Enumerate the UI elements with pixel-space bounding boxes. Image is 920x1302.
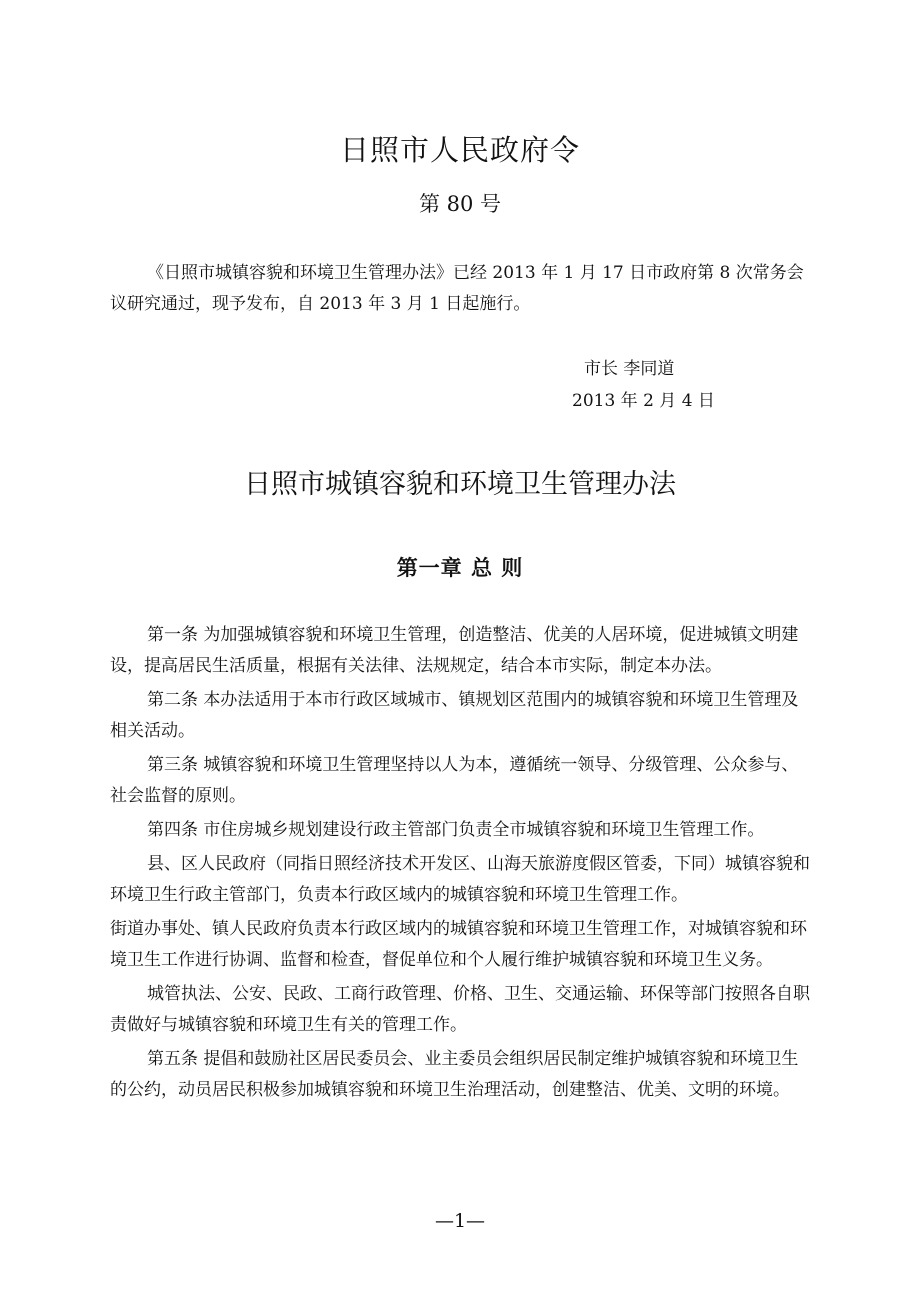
article-paragraph: 城管执法、公安、民政、工商行政管理、价格、卫生、交通运输、环保等部门按照各自职责做好与城镇容貌和环境卫生有关的管理工作。 xyxy=(110,984,810,1035)
article-paragraph: 第三条 城镇容貌和环境卫生管理坚持以人为本，遵循统一领导、分级管理、公众参与、社会监督的原则。 xyxy=(110,755,799,806)
order-number: 第 80 号 xyxy=(418,192,502,216)
document-title: 日照市城镇容貌和环境卫生管理办法 xyxy=(244,469,676,500)
chapter-title: 第一章 总 则 xyxy=(396,556,524,580)
article-paragraph: 县、区人民政府（同指日照经济技术开发区、山海天旅游度假区管委，下同）城镇容貌和环境卫生行政主管部门，负责本行政区域内的城镇容貌和环境卫生管理工作。 xyxy=(110,854,810,905)
article-list xyxy=(110,620,815,1109)
article-paragraph: 第四条 市住房城乡规划建设行政主管部门负责全市城镇容貌和环境卫生管理工作。 xyxy=(147,820,765,840)
order-title: 日照市人民政府令 xyxy=(339,133,580,167)
article-paragraph: 第二条 本办法适用于本市行政区域城市、镇规划区范围内的城镇容貌和环境卫生管理及相关活动。 xyxy=(110,690,799,741)
article-paragraph: 第五条 提倡和鼓励社区居民委员会、业主委员会组织居民制定维护城镇容貌和环境卫生的公约，动员居民积极参加城镇容貌和环境卫生治理活动，创建整洁、优美、文明的环境。 xyxy=(110,1049,799,1100)
article-paragraph: 第一条 为加强城镇容貌和环境卫生管理，创造整洁、优美的人居环境，促进城镇文明建设，提高居民生活质量，根据有关法律、法规规定，结合本市实际，制定本办法。 xyxy=(110,625,799,676)
page-number: —1— xyxy=(434,1210,486,1232)
signature-date: 2013 年 2 月 4 日 xyxy=(572,391,715,411)
order-text: 《日照市城镇容貌和环境卫生管理办法》已经 2013 年 1 月 17 日市政府第 8 次常务会议研究通过，现予发布，自 2013 年 3 月 1 日起施行。 xyxy=(110,263,804,314)
signer: 市长 李同道 xyxy=(584,359,675,379)
article-paragraph: 街道办事处、镇人民政府负责本行政区域内的城镇容貌和环境卫生管理工作，对城镇容貌和环境卫生工作进行协调、监督和检查，督促单位和个人履行维护城镇容貌和环境卫生义务。 xyxy=(110,919,807,970)
